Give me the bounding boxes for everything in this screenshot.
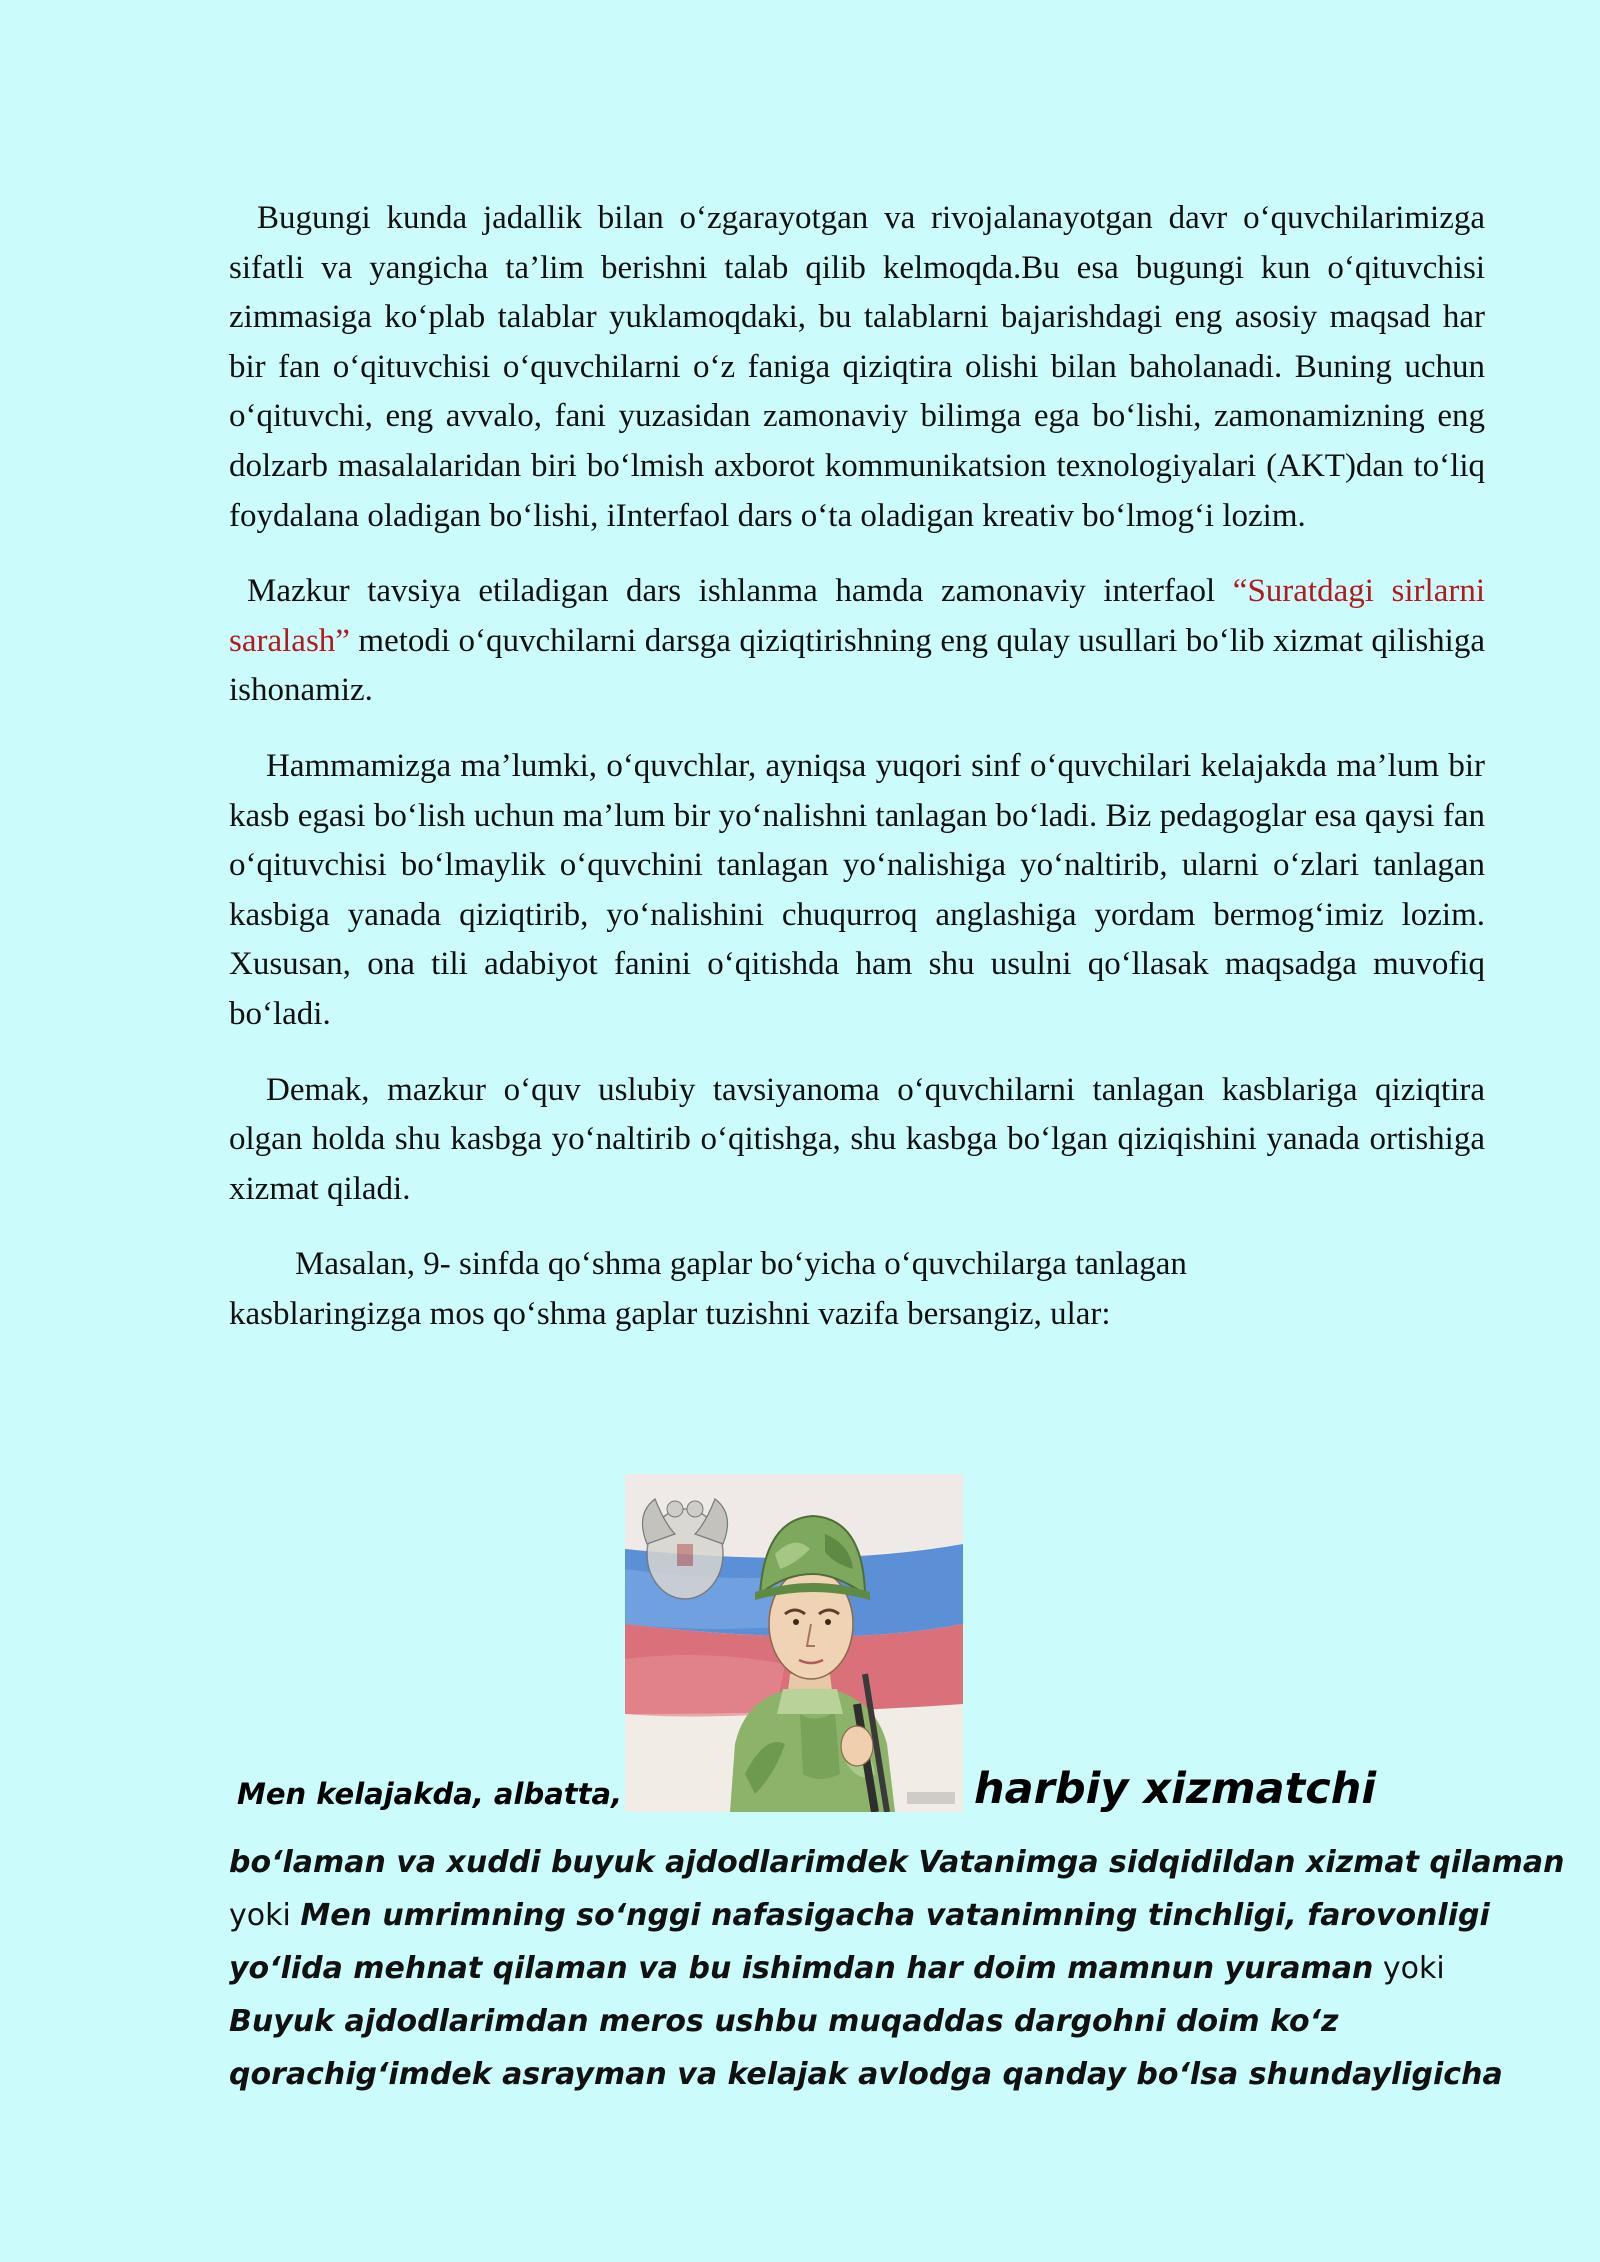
example-line-3 (229, 1942, 1499, 1995)
paragraph-purpose: Demak, mazkur o‘quv uslubiy tavsiyanoma o‘quvchilarni tanlagan kasblariga qiziqtira olgan holda shu kasbga yo‘naltirib o‘qitishga, shu kasbga bo‘lgan qiziqishini yanada ortishiga xizmat qiladi. (229, 1071, 1485, 1207)
method-text-after: metodi o‘quvchilarni darsga qiziqtirishning eng qulay usullari bo‘lib xizmat qilishiga ishonamiz. (229, 622, 1485, 709)
example-line-5: qorachig‘imdek asrayman va kelajak avlodga qanday bo‘lsa shundayligicha (229, 2057, 1503, 2092)
document-body (229, 194, 1485, 1365)
or-word: yoki (229, 1898, 301, 1933)
soldier-drawing (625, 1474, 963, 1812)
example-sentences (229, 1836, 1565, 2101)
paragraph-intro: Bugungi kunda jadallik bilan o‘zgarayotgan va rivojalanayotgan davr o‘quvchilarimizga sifatli va yangicha ta’lim berishni talab qilib kelmoqda.Bu esa bugungi kun o‘qituvchisi zimmasiga ko‘plab talablar yuklamoqdaki, bu talablarni bajarishdagi eng asosiy maqsad har bir fan o‘qituvchisi o‘quvchilarni o‘z faniga qiziqtira olishi bilan baholanadi. Buning uchun o‘qituvchi, eng avvalo, fani yuzasidan zamonaviy bilimga ega bo‘lishi, zamonamizning eng dolzarb masalalaridan biri bo‘lmish axborot kommunikatsion texnologiyalari (AKT)dan to‘liq foydalana oladigan bo‘lishi, iInterfaol dars o‘ta oladigan kreativ bo‘lmog‘i lozim. (229, 200, 1485, 534)
example-lead: Men kelajakda, albatta, (237, 1777, 623, 1811)
example-line-3-text: yo‘lida mehnat qilaman va bu ishimdan har doim mamnun yuraman (229, 1951, 1374, 1986)
example-line-2 (229, 1889, 1499, 1942)
example-profession: harbiy xizmatchi (974, 1764, 1377, 1814)
paragraph-professions: Hammamizga ma’lumki, o‘quvchlar, ayniqsa yuqori sinf o‘quvchilari kelajakda ma’lum bir kasb egasi bo‘lish uchun ma’lum bir yo‘nalishni tanlagan bo‘ladi. Biz pedagoglar esa qaysi fan o‘qituvchisi bo‘lmaylik o‘quvchini tanlagan yo‘nalishiga yo‘naltirib, ularni o‘zlari tanlagan kasbiga yanada qiziqtirib, yo‘nalishini chuqurroq anglashiga yordam bermog‘imiz lozim. Xususan, ona tili adabiyot fanini o‘qitishda ham shu usulni qo‘llasak maqsadga muvofiq bo‘ladi. (229, 747, 1485, 1032)
method-name: “Suratdagi sirlarni saralash” (229, 573, 1486, 659)
paragraph-example-intro (229, 1240, 1485, 1339)
example-sentence-row (229, 1474, 1485, 1814)
method-text-before: Mazkur tavsiya etiladigan dars ishlanma hamda zamonaviy interfaol (247, 573, 1233, 610)
example-line-1: bo‘laman va xuddi buyuk ajdodlarimdek Vatanimga sidqidildan xizmat qilaman (229, 1845, 1565, 1880)
example-line-4: Buyuk ajdodlarimdan meros ushbu muqaddas dargohni doim ko‘z (229, 2004, 1339, 2039)
or-word: yoki (1373, 1951, 1445, 1986)
example-intro-line1: Masalan, 9- sinfda qo‘shma gaplar bo‘yicha o‘quvchilarga tanlagan (295, 1246, 1187, 1283)
paragraph-method (229, 567, 1485, 716)
example-line-2-text: Men umrimning so‘nggi nafasigacha vatanimning tinchligi, farovonligi (300, 1898, 1490, 1933)
example-intro-line2: kasblaringizga mos qo‘shma gaplar tuzishni vazifa bersangiz, ular: (229, 1295, 1111, 1332)
